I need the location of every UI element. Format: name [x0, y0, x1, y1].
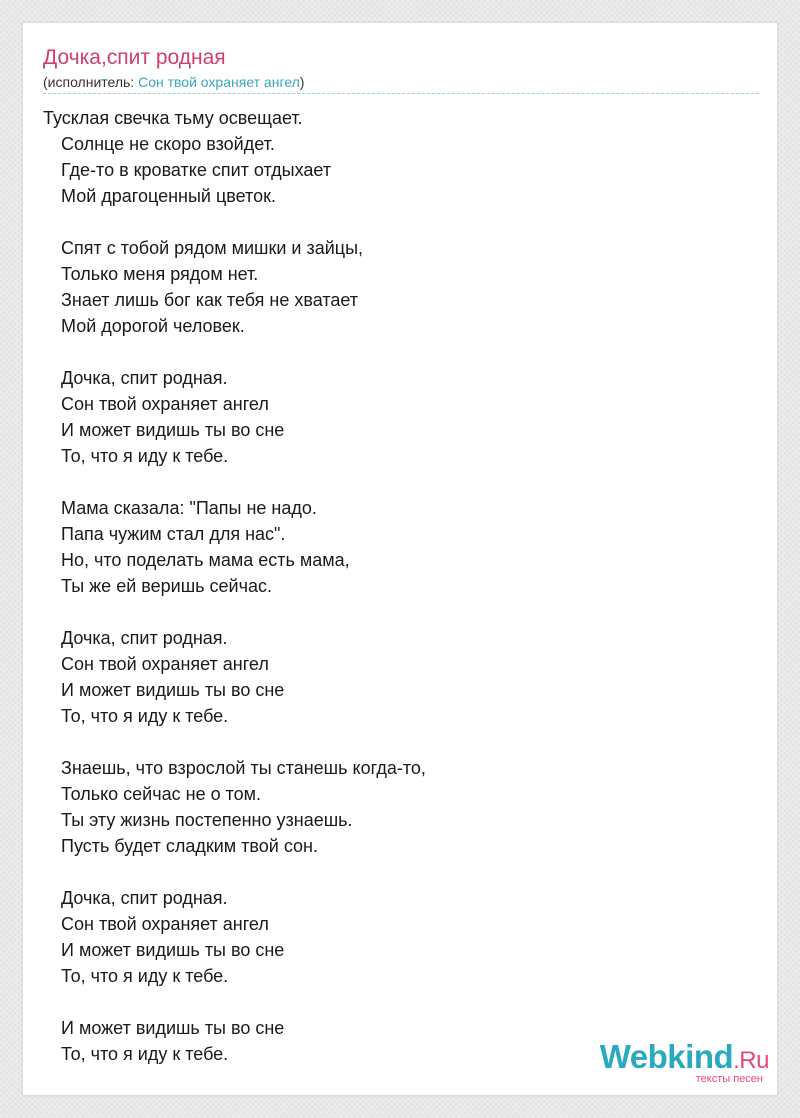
lyric-line: Тусклая свечка тьму освещает. [43, 108, 303, 128]
lyric-line: Папа чужим стал для нас". [61, 524, 286, 544]
lyric-line: И может видишь ты во сне [61, 940, 285, 960]
lyric-line: Ты же ей веришь сейчас. [61, 576, 272, 596]
lyrics-body [43, 105, 759, 1067]
webkind-tagline: тексты песен [695, 1073, 763, 1085]
lyric-line: Сон твой охраняет ангел [61, 394, 269, 414]
stanza-break [43, 859, 759, 885]
stanza-break [43, 209, 759, 235]
lyric-line: Дочка, спит родная. [61, 368, 228, 388]
artist-suffix: ) [299, 74, 305, 90]
lyric-line: То, что я иду к тебе. [61, 966, 229, 986]
lyric-line: Дочка, спит родная. [61, 628, 228, 648]
lyric-line: Мой драгоценный цветок. [61, 186, 276, 206]
lyric-line: Сон твой охраняет ангел [61, 914, 269, 934]
song-title: Дочка,спит родная [43, 46, 226, 69]
lyric-line: То, что я иду к тебе. [61, 1044, 229, 1064]
artist-prefix: (исполнитель: [43, 74, 139, 90]
lyric-line: И может видишь ты во сне [61, 420, 285, 440]
stanza-break [43, 599, 759, 625]
lyric-line: То, что я иду к тебе. [61, 706, 229, 726]
lyric-line: Ты эту жизнь постепенно узнаешь. [61, 810, 353, 830]
lyric-line: Спят с тобой рядом мишки и зайцы, [61, 238, 364, 258]
lyric-line: Солнце не скоро взойдет. [61, 134, 275, 154]
webkind-tld: .Ru [733, 1047, 769, 1074]
lyrics-page [22, 22, 778, 1096]
lyric-line: Мой дорогой человек. [61, 316, 245, 336]
webkind-brand: Webkind [599, 1038, 734, 1075]
stanza-break [43, 339, 759, 365]
title-separator [43, 93, 759, 94]
lyric-line: Мама сказала: "Папы не надо. [61, 498, 317, 518]
lyric-line: Где-то в кроватке спит отдыхает [61, 160, 332, 180]
stanza-break [43, 469, 759, 495]
lyric-line: Знает лишь бог как тебя не хватает [61, 290, 359, 310]
lyric-line: Только меня рядом нет. [61, 264, 259, 284]
stanza-break [43, 729, 759, 755]
lyric-line: То, что я иду к тебе. [61, 446, 229, 466]
lyric-line: Сон твой охраняет ангел [61, 654, 269, 674]
lyric-line: И может видишь ты во сне [61, 680, 285, 700]
webkind-logo [579, 1037, 769, 1087]
artist-line [43, 73, 304, 91]
stanza-break [43, 989, 759, 1015]
lyric-line: Только сейчас не о том. [61, 784, 262, 804]
lyric-line: Знаешь, что взрослой ты станешь когда-то, [61, 758, 426, 778]
lyric-line: Дочка, спит родная. [61, 888, 228, 908]
lyric-line: Пусть будет сладким твой сон. [61, 836, 318, 856]
lyric-line: Но, что поделать мама есть мама, [61, 550, 350, 570]
artist-link[interactable]: Сон твой охраняет ангел [138, 74, 300, 90]
lyric-line: И может видишь ты во сне [61, 1018, 285, 1038]
